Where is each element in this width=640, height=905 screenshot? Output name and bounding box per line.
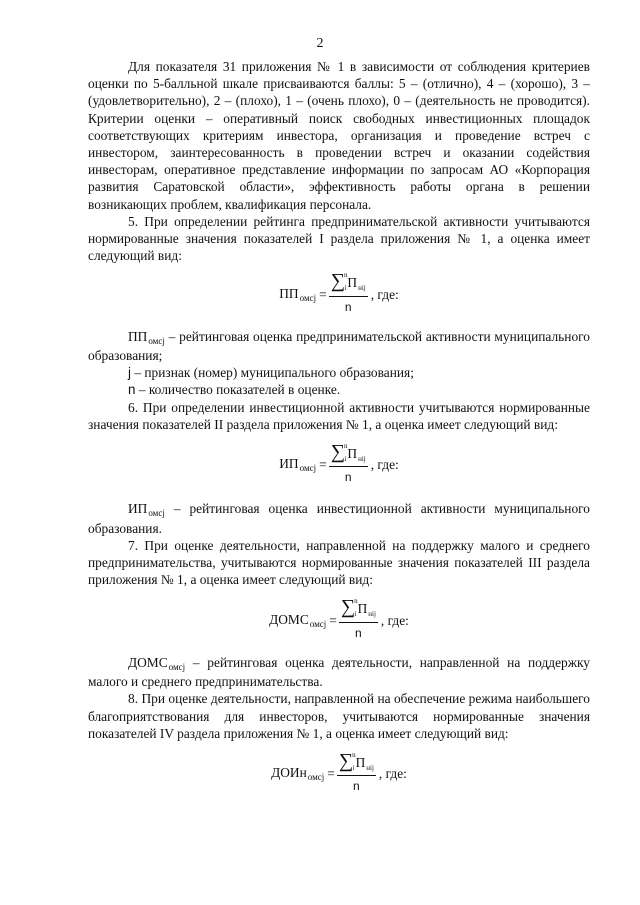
sum-upper-limit: n <box>343 442 348 451</box>
definition-j-text: – признак (номер) муниципального образования; <box>134 365 414 381</box>
definition-n <box>88 381 590 398</box>
definition-doms-symbol: ДОМС <box>128 654 168 670</box>
definition-pp <box>88 328 590 364</box>
paragraph-criteria: Для показателя 31 приложения № 1 в зависимости от соблюдения критериев оценки по 5-балльной шкале присваиваются баллы: 5 – (отлично), 4 – (хорошо), 3 – (удовлетворительно), 2 – (плохо), 1 – (очень плохо), 0 – (деятельность не проводится). Критерии оценки – оперативный поиск свободных инвестиционных площадок соответствующих критериям инвестора, организация и проведение встреч с инвестором, заинтересованность в проведении встреч и оказании содействия инвесторам, оперативное представление информации по запросам АО «Корпорация развития Саратовской области», эффективность работы органа в решении возникающих проблем, квалификация персонала. <box>88 59 590 212</box>
sum-upper-limit: n <box>343 271 348 280</box>
formula-pp <box>88 272 590 315</box>
formula-numerator <box>337 749 376 775</box>
formula-ip <box>88 443 590 486</box>
formula-lhs-subscript: омсj <box>299 292 317 303</box>
formula-where: , где: <box>378 766 407 781</box>
sum-upper-limit: n <box>354 597 358 606</box>
formula-lhs-subscript: омсj <box>307 772 325 782</box>
definition-j-symbol: j <box>128 365 131 381</box>
formula-numerator <box>329 272 368 295</box>
paragraph-6: 6. При определении инвестиционной активности учитываются нормированные значения показателей II раздела приложения № 1, а оценка имеет следующий вид: <box>88 399 590 432</box>
formula-numerator <box>329 443 368 466</box>
formula-variable: П <box>357 601 368 617</box>
equals-sign: = <box>319 457 327 473</box>
formula-where: , где: <box>370 457 399 473</box>
formula-fraction <box>329 443 368 486</box>
formula-fraction <box>329 272 368 315</box>
formula-denominator: n <box>355 625 362 640</box>
formula-variable-subscript: нij <box>358 284 366 293</box>
sum-lower-limit: i <box>354 610 357 619</box>
formula-lhs-symbol: ПП <box>279 285 299 301</box>
formula-where: , где: <box>380 612 409 628</box>
formula-denominator: n <box>344 299 352 314</box>
formula-where: , где: <box>370 286 399 302</box>
formula-numerator <box>339 598 378 621</box>
equals-sign: = <box>329 612 337 628</box>
sum-sign: ∑ <box>330 441 345 464</box>
paragraph-7: 7. При оценке деятельности, направленной на поддержку малого и среднего предпринимательства, учитываются нормированные значения показателей III раздела приложения № 1, а оценка имеет следующий вид: <box>88 537 590 588</box>
formula-fraction <box>339 598 378 641</box>
sum-lower-limit: i <box>352 763 355 772</box>
formula-lhs <box>279 285 316 304</box>
definition-doms <box>88 654 590 690</box>
paragraph-8: 8. При оценке деятельности, направленной на обеспечение режима наибольшего благоприятствования для инвесторов, учитываются нормированные значения показателей IV раздела приложения № 1, а оценка имеет следующий вид: <box>88 691 590 741</box>
equals-sign: = <box>319 286 327 302</box>
formula-variable-subscript: нij <box>366 763 374 772</box>
definition-ip-symbol: ИП <box>128 501 148 517</box>
sum-sign: ∑ <box>340 596 356 619</box>
formula-variable: П <box>347 446 358 462</box>
formula-lhs <box>271 764 324 783</box>
formula-lhs-symbol: ИП <box>279 456 299 472</box>
definition-pp-text: – рейтинговая оценка предпринимательской активности муниципального образования; <box>88 328 590 364</box>
definition-doms-text: – рейтинговая оценка деятельности, направленной на поддержку малого и среднего предпринимательства. <box>88 654 590 690</box>
formula-lhs <box>279 455 316 474</box>
formula-variable-subscript: нij <box>368 610 376 619</box>
definition-pp-subscript: омсj <box>148 335 165 346</box>
formula-denominator: n <box>353 779 360 794</box>
formula-fraction <box>337 749 376 795</box>
definition-j <box>88 364 590 381</box>
page-number: 2 <box>316 36 324 51</box>
sum-sign: ∑ <box>330 270 345 293</box>
definition-ip <box>88 500 590 536</box>
definition-doms-subscript: омсj <box>168 661 186 672</box>
formula-doin <box>88 749 590 795</box>
formula-variable: П <box>355 754 366 770</box>
formula-lhs <box>269 611 326 630</box>
formula-lhs-symbol: ДОМС <box>269 611 309 627</box>
definition-n-text: – количество показателей в оценке. <box>138 382 341 398</box>
document-body <box>88 58 590 795</box>
definition-n-symbol: n <box>128 382 136 398</box>
formula-lhs-subscript: омсj <box>309 618 327 629</box>
definition-ip-subscript: омсj <box>148 508 165 519</box>
formula-variable: П <box>347 275 358 291</box>
sum-lower-limit: i <box>344 284 347 293</box>
formula-denominator: n <box>344 470 352 485</box>
paragraph-5: 5. При определении рейтинга предпринимательской активности учитываются нормированные значения показателей I раздела приложения № 1, а оценка имеет следующий вид: <box>88 213 590 264</box>
formula-doms <box>88 598 590 641</box>
formula-lhs-subscript: омсj <box>299 463 317 474</box>
sum-sign: ∑ <box>338 749 354 772</box>
equals-sign: = <box>327 766 335 781</box>
definition-pp-symbol: ПП <box>128 328 148 344</box>
formula-lhs-symbol: ДОИн <box>271 765 307 780</box>
definition-ip-text: – рейтинговая оценка инвестиционной активности муниципального образования. <box>88 501 590 536</box>
sum-upper-limit: n <box>352 750 356 759</box>
formula-variable-subscript: нij <box>358 455 366 464</box>
sum-lower-limit: i <box>344 455 347 464</box>
